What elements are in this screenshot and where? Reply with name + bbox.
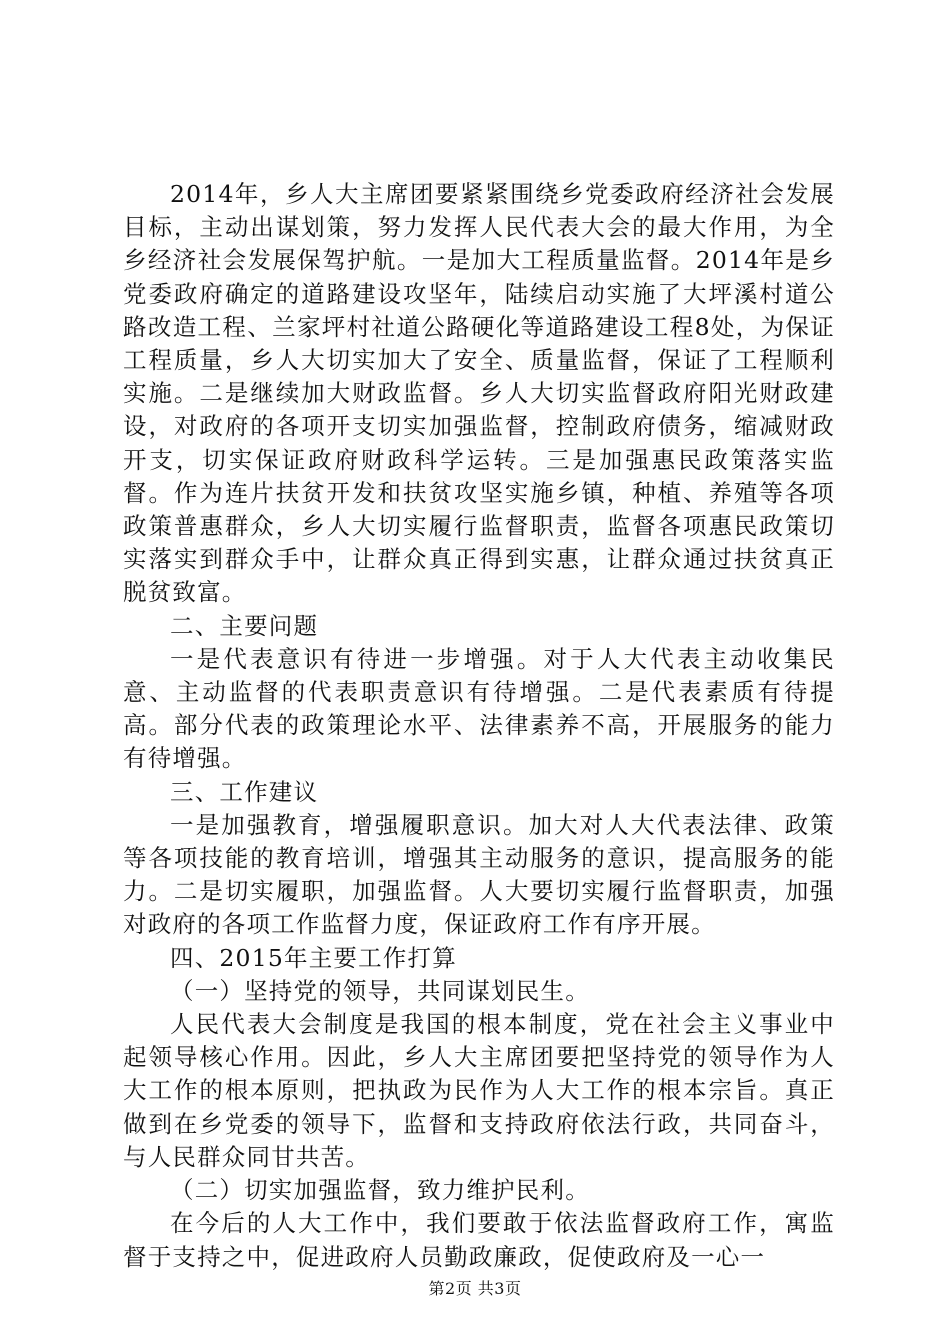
paragraph-party-leadership: 人民代表大会制度是我国的根本制度，党在社会主义事业中起领导核心作用。因此，乡人大主席团要把坚持党的领导作为人大工作的根本原则，把执政为民作为人大工作的根本宗旨。真正做到在乡党委的领导下，监督和支持政府依法行政，共同奋斗，与人民群众同甘共苦。 (123, 1010, 835, 1171)
subheading-party-leadership: （一）坚持党的领导，共同谋划民生。 (170, 976, 590, 1005)
subheading-supervision: （二）切实加强监督，致力维护民利。 (170, 1176, 590, 1205)
page-number-footer: 第2页 共3页 (428, 1279, 522, 1298)
paragraph-suggestions: 一是加强教育，增强履职意识。加大对人大代表法律、政策等各项技能的教育培训，增强其主动服务的意识，提高服务的能力。二是切实履职，加强监督。人大要切实履行监督职责，加强对政府的各项工作监督力度，保证政府工作有序开展。 (123, 810, 835, 939)
paragraph-supervision: 在今后的人大工作中，我们要敢于依法监督政府工作，寓监督于支持之中，促进政府人员勤政廉政，促使政府及一心一 (123, 1209, 835, 1271)
document-body (123, 178, 835, 1274)
paragraph-achievements: 2014年，乡人大主席团要紧紧围绕乡党委政府经济社会发展目标，主动出谋划策，努力发挥人民代表大会的最大作用，为全乡经济社会发展保驾护航。一是加大工程质量监督。2014年是乡党委政府确定的道路建设攻坚年，陆续启动实施了大坪溪村道公路改造工程、兰家坪村社道公路硬化等道路建设工程8处，为保证工程质量，乡人大切实加大了安全、质量监督，保证了工程顺利实施。二是继续加大财政监督。乡人大切实监督政府阳光财政建设，对政府的各项开支切实加强监督，控制政府债务，缩减财政开支，切实保证政府财政科学运转。三是加强惠民政策落实监督。作为连片扶贫开发和扶贫攻坚实施乡镇，种植、养殖等各项政策普惠群众，乡人大切实履行监督职责，监督各项惠民政策切实落实到群众手中，让群众真正得到实惠，让群众通过扶贫真正脱贫致富。 (123, 180, 835, 607)
heading-2015-plan: 四、2015年主要工作打算 (170, 943, 457, 972)
heading-main-problems: 二、主要问题 (170, 611, 319, 640)
paragraph-problems: 一是代表意识有待进一步增强。对于人大代表主动收集民意、主动监督的代表职责意识有待增强。二是代表素质有待提高。部分代表的政策理论水平、法律素养不高，开展服务的能力有待增强。 (123, 644, 835, 773)
heading-work-suggestions: 三、工作建议 (170, 777, 319, 806)
